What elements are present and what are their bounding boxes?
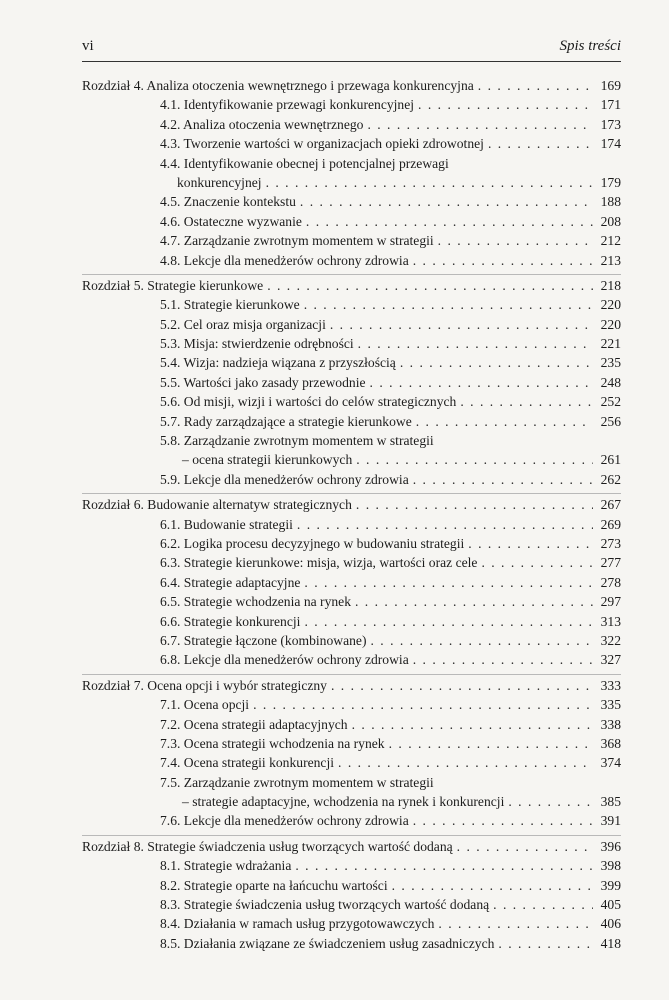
section-entry bbox=[82, 856, 621, 875]
section-entry-text: 5.3. Misja: stwierdzenie odrębności bbox=[160, 336, 354, 352]
page-number: vi bbox=[82, 38, 94, 54]
section-entry bbox=[82, 315, 621, 334]
section-entry bbox=[82, 553, 621, 572]
section-entry-text: 5.4. Wizja: nadzieja wiązana z przyszłością bbox=[160, 355, 396, 371]
section-entry-text: 8.1. Strategie wdrażania bbox=[160, 858, 292, 874]
section-entry bbox=[82, 212, 621, 231]
dot-leader bbox=[295, 856, 593, 875]
dot-leader bbox=[253, 695, 593, 714]
section-entry-page: 174 bbox=[600, 136, 621, 152]
toc-chapter bbox=[82, 493, 621, 670]
section-entry-page: 374 bbox=[600, 755, 621, 771]
chapter-entry-text: Rozdział 7. Ocena opcji i wybór strategiczny bbox=[82, 677, 327, 693]
section-entry-continued bbox=[82, 792, 621, 811]
dot-leader bbox=[413, 650, 593, 669]
section-entry-text: 4.3. Tworzenie wartości w organizacjach opieki zdrowotnej bbox=[160, 136, 484, 152]
section-entry-text: 4.1. Identyfikowanie przewagi konkurencyjnej bbox=[160, 97, 415, 113]
section-entry bbox=[82, 470, 621, 489]
section-entry bbox=[82, 934, 621, 953]
section-entry bbox=[82, 251, 621, 270]
dot-leader bbox=[300, 192, 593, 211]
section-entry-continued-text: – strategie adaptacyjne, wchodzenia na rynek i konkurencji bbox=[182, 794, 505, 810]
section-entry-text: 8.4. Działania w ramach usług przygotowawczych bbox=[160, 916, 435, 932]
section-entry-page: 327 bbox=[600, 652, 621, 668]
section-entry-page: 173 bbox=[600, 116, 621, 132]
section-entry bbox=[82, 515, 621, 534]
section-entry-text: 8.3. Strategie świadczenia usług tworzących wartość dodaną bbox=[160, 897, 490, 913]
dot-leader bbox=[356, 495, 593, 514]
chapter-entry bbox=[82, 495, 621, 514]
section-entry-page: 398 bbox=[600, 858, 621, 874]
toc-chapter bbox=[82, 76, 621, 270]
section-entry-text: 6.1. Budowanie strategii bbox=[160, 516, 293, 532]
chapter-entry-text: Rozdział 6. Budowanie alternatyw strategicznych bbox=[82, 497, 352, 513]
dot-leader bbox=[392, 876, 593, 895]
section-entry-continued-text: – ocena strategii kierunkowych bbox=[182, 452, 353, 468]
section-entry-page: 171 bbox=[600, 97, 621, 113]
dot-leader bbox=[331, 676, 593, 695]
dot-leader bbox=[355, 592, 593, 611]
chapter-entry-text: Rozdział 8. Strategie świadczenia usług tworzących wartość dodaną bbox=[82, 838, 453, 854]
section-entry-page: 391 bbox=[600, 813, 621, 829]
section-entry-page: 273 bbox=[600, 535, 621, 551]
chapter-entry-text: Rozdział 4. Analiza otoczenia wewnętrznego i przewaga konkurencyjna bbox=[82, 78, 474, 93]
dot-leader bbox=[498, 934, 593, 953]
section-entry-continued-page: 261 bbox=[600, 452, 621, 468]
section-entry-page: 335 bbox=[600, 697, 621, 713]
dot-leader bbox=[460, 392, 593, 411]
chapter-entry-page: 218 bbox=[600, 277, 621, 293]
dot-leader bbox=[488, 134, 593, 153]
section-entry-page: 297 bbox=[600, 594, 621, 610]
section-entry-text: 7.6. Lekcje dla menedżerów ochrony zdrowia bbox=[160, 813, 409, 829]
section-entry bbox=[82, 134, 621, 153]
dot-leader bbox=[438, 231, 593, 250]
dot-leader bbox=[478, 76, 593, 95]
section-entry-text: 7.5. Zarządzanie zwrotnym momentem w strategii bbox=[160, 774, 434, 790]
dot-leader bbox=[481, 553, 593, 572]
section-entry-continued bbox=[82, 450, 621, 469]
section-entry-continued-page: 385 bbox=[600, 794, 621, 810]
section-entry-text: 5.6. Od misji, wizji i wartości do celów strategicznych bbox=[160, 394, 457, 410]
section-entry-text: 7.4. Ocena strategii konkurencji bbox=[160, 755, 335, 771]
section-entry bbox=[82, 715, 621, 734]
section-entry-text: 6.5. Strategie wchodzenia na rynek bbox=[160, 594, 351, 610]
section-entry bbox=[82, 592, 621, 611]
section-entry-text: 5.2. Cel oraz misja organizacji bbox=[160, 316, 326, 332]
section-entry bbox=[82, 154, 621, 173]
section-entry-page: 220 bbox=[600, 316, 621, 332]
section-entry-continued-text: konkurencyjnej bbox=[177, 174, 262, 190]
section-entry-text: 5.9. Lekcje dla menedżerów ochrony zdrowia bbox=[160, 471, 409, 487]
chapter-entry bbox=[82, 837, 621, 856]
dot-leader bbox=[338, 753, 593, 772]
dot-leader bbox=[304, 612, 593, 631]
toc-chapter bbox=[82, 674, 621, 831]
section-entry bbox=[82, 115, 621, 134]
section-entry-page: 208 bbox=[600, 213, 621, 229]
section-entry-page: 399 bbox=[600, 877, 621, 893]
section-entry bbox=[82, 231, 621, 250]
dot-leader bbox=[413, 251, 593, 270]
section-entry bbox=[82, 573, 621, 592]
section-entry-page: 262 bbox=[600, 471, 621, 487]
section-entry-page: 418 bbox=[600, 935, 621, 951]
dot-leader bbox=[367, 115, 593, 134]
section-entry bbox=[82, 192, 621, 211]
section-entry-page: 313 bbox=[600, 613, 621, 629]
section-entry-text: 6.2. Logika procesu decyzyjnego w budowaniu strategii bbox=[160, 535, 465, 551]
section-entry bbox=[82, 914, 621, 933]
dot-leader bbox=[304, 295, 593, 314]
section-entry-text: 6.7. Strategie łączone (kombinowane) bbox=[160, 632, 367, 648]
chapter-entry bbox=[82, 276, 621, 295]
section-entry-text: 6.6. Strategie konkurencji bbox=[160, 613, 301, 629]
section-entry-page: 269 bbox=[600, 516, 621, 532]
section-entry-page: 235 bbox=[600, 355, 621, 371]
chapter-entry-page: 333 bbox=[600, 677, 621, 693]
dot-leader bbox=[413, 470, 593, 489]
section-entry bbox=[82, 773, 621, 792]
section-entry-text: 5.5. Wartości jako zasady przewodnie bbox=[160, 374, 366, 390]
section-entry bbox=[82, 431, 621, 450]
dot-leader bbox=[266, 173, 593, 192]
section-entry-text: 4.8. Lekcje dla menedżerów ochrony zdrowia bbox=[160, 252, 409, 268]
dot-leader bbox=[389, 734, 593, 753]
chapter-entry-page: 396 bbox=[600, 838, 621, 854]
section-entry bbox=[82, 295, 621, 314]
section-entry bbox=[82, 695, 621, 714]
section-entry bbox=[82, 353, 621, 372]
section-entry-page: 405 bbox=[600, 897, 621, 913]
section-entry-page: 221 bbox=[600, 336, 621, 352]
section-entry-page: 256 bbox=[600, 413, 621, 429]
section-entry bbox=[82, 373, 621, 392]
section-entry bbox=[82, 650, 621, 669]
section-entry bbox=[82, 631, 621, 650]
section-entry bbox=[82, 392, 621, 411]
dot-leader bbox=[304, 573, 593, 592]
section-entry-page: 338 bbox=[600, 716, 621, 732]
dot-leader bbox=[457, 837, 593, 856]
dot-leader bbox=[330, 315, 593, 334]
section-entry-text: 6.3. Strategie kierunkowe: misja, wizja, wartości oraz cele bbox=[160, 555, 478, 571]
section-entry bbox=[82, 811, 621, 830]
section-entry bbox=[82, 412, 621, 431]
running-header bbox=[82, 38, 621, 62]
section-entry bbox=[82, 876, 621, 895]
dot-leader bbox=[297, 515, 593, 534]
section-entry-text: 5.1. Strategie kierunkowe bbox=[160, 297, 300, 313]
dot-leader bbox=[306, 212, 593, 231]
dot-leader bbox=[400, 353, 593, 372]
dot-leader bbox=[416, 412, 593, 431]
section-entry-text: 7.2. Ocena strategii adaptacyjnych bbox=[160, 716, 348, 732]
section-entry bbox=[82, 612, 621, 631]
chapter-entry-page: 169 bbox=[600, 78, 621, 93]
chapter-entry-text: Rozdział 5. Strategie kierunkowe bbox=[82, 277, 264, 293]
dot-leader bbox=[468, 534, 593, 553]
dot-leader bbox=[358, 334, 593, 353]
chapter-entry-page: 267 bbox=[600, 497, 621, 513]
table-of-contents bbox=[82, 76, 621, 953]
section-entry-page: 277 bbox=[600, 555, 621, 571]
section-entry bbox=[82, 753, 621, 772]
section-entry-text: 6.8. Lekcje dla menedżerów ochrony zdrowia bbox=[160, 652, 409, 668]
section-entry-page: 212 bbox=[600, 233, 621, 249]
section-entry-text: 5.7. Rady zarządzające a strategie kierunkowe bbox=[160, 413, 412, 429]
section-entry-page: 278 bbox=[600, 574, 621, 590]
section-entry-text: 7.3. Ocena strategii wchodzenia na rynek bbox=[160, 735, 385, 751]
section-entry-text: 4.7. Zarządzanie zwrotnym momentem w strategii bbox=[160, 233, 434, 249]
section-entry bbox=[82, 734, 621, 753]
toc-chapter bbox=[82, 274, 621, 489]
section-entry bbox=[82, 534, 621, 553]
section-entry-continued bbox=[82, 173, 621, 192]
section-entry-text: 4.2. Analiza otoczenia wewnętrznego bbox=[160, 116, 364, 132]
section-entry-page: 248 bbox=[600, 374, 621, 390]
dot-leader bbox=[352, 715, 593, 734]
section-entry-text: 6.4. Strategie adaptacyjne bbox=[160, 574, 301, 590]
section-entry-page: 188 bbox=[600, 194, 621, 210]
dot-leader bbox=[267, 276, 593, 295]
dot-leader bbox=[508, 792, 593, 811]
section-entry-text: 5.8. Zarządzanie zwrotnym momentem w strategii bbox=[160, 433, 434, 449]
dot-leader bbox=[356, 450, 593, 469]
toc-chapter bbox=[82, 835, 621, 953]
section-entry bbox=[82, 334, 621, 353]
section-entry-text: 7.1. Ocena opcji bbox=[160, 697, 250, 713]
chapter-entry bbox=[82, 76, 621, 95]
section-entry-page: 322 bbox=[600, 632, 621, 648]
section-entry-text: 4.5. Znaczenie kontekstu bbox=[160, 194, 296, 210]
dot-leader bbox=[438, 914, 593, 933]
dot-leader bbox=[493, 895, 593, 914]
running-title: Spis treści bbox=[559, 38, 621, 54]
section-entry bbox=[82, 895, 621, 914]
dot-leader bbox=[418, 95, 593, 114]
section-entry-page: 368 bbox=[600, 735, 621, 751]
section-entry-text: 8.5. Działania związane ze świadczeniem usług zasadniczych bbox=[160, 935, 495, 951]
section-entry-page: 213 bbox=[600, 252, 621, 268]
section-entry-text: 4.6. Ostateczne wyzwanie bbox=[160, 213, 302, 229]
section-entry-text: 4.4. Identyfikowanie obecnej i potencjalnej przewagi bbox=[160, 155, 449, 171]
section-entry-page: 406 bbox=[600, 916, 621, 932]
chapter-entry bbox=[82, 676, 621, 695]
header-rule bbox=[82, 61, 621, 62]
section-entry-page: 220 bbox=[600, 297, 621, 313]
section-entry-continued-page: 179 bbox=[600, 174, 621, 190]
dot-leader bbox=[370, 631, 593, 650]
dot-leader bbox=[413, 811, 593, 830]
section-entry bbox=[82, 95, 621, 114]
section-entry-page: 252 bbox=[600, 394, 621, 410]
section-entry-text: 8.2. Strategie oparte na łańcuchu wartości bbox=[160, 877, 388, 893]
dot-leader bbox=[370, 373, 593, 392]
